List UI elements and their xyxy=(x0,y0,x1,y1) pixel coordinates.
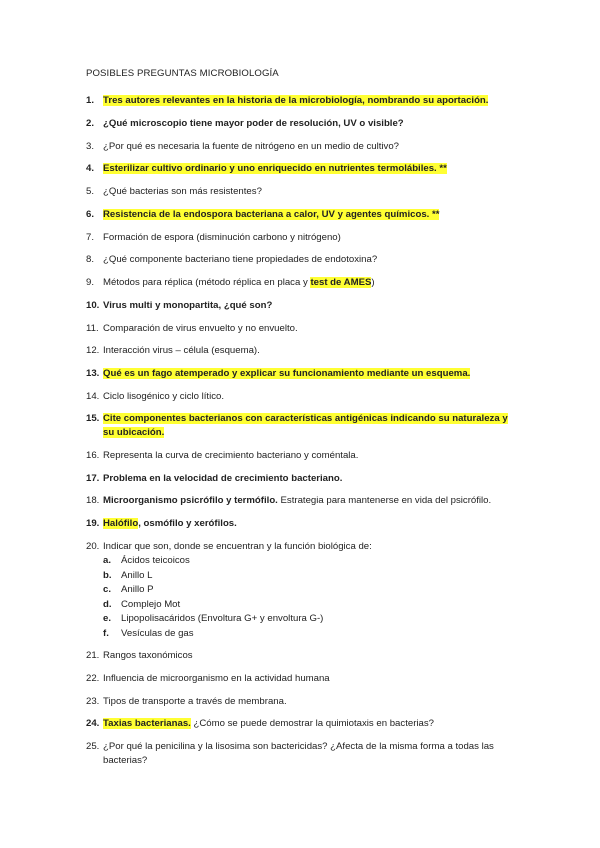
question-text-line-2: su ubicación. xyxy=(103,427,165,438)
question-text: Ciclo lisogénico y ciclo lítico. xyxy=(103,391,225,402)
question-number: 5. xyxy=(86,186,95,197)
question-number: 2. xyxy=(86,118,95,129)
question-number: 15. xyxy=(86,413,100,424)
sub-item-text: Vesículas de gas xyxy=(121,628,194,639)
sub-item-letter: d. xyxy=(103,599,112,610)
question-text: Resistencia de la endospora bacteriana a calor, UV y agentes químicos. ** xyxy=(103,209,440,220)
question-text: Representa la curva de crecimiento bacteriano y coméntala. xyxy=(103,450,359,461)
question-text-line-2: bacterias? xyxy=(103,755,148,766)
sub-item xyxy=(103,598,180,611)
question-text: Tres autores relevantes en la historia de la microbiología, nombrando su aportación. xyxy=(103,95,489,106)
question-text: Influencia de microorganismo en la actividad humana xyxy=(103,673,330,684)
question-text: Métodos para réplica (método réplica en placa y xyxy=(103,277,311,288)
question-number: 21. xyxy=(86,650,100,661)
page-title: POSIBLES PREGUNTAS MICROBIOLOGÍA xyxy=(86,68,279,79)
highlighted-term: Taxias bacterianas. xyxy=(103,718,191,729)
sub-item-letter: a. xyxy=(103,555,112,566)
sub-item-text: Anillo L xyxy=(121,570,153,581)
question-number: 4. xyxy=(86,163,95,174)
question-text: Esterilizar cultivo ordinario y uno enriquecido en nutrientes termolábiles. ** xyxy=(103,163,447,174)
question-number: 11. xyxy=(86,323,99,334)
sub-item-letter: f. xyxy=(103,628,109,639)
question-number: 12. xyxy=(86,345,100,356)
question-text: Virus multi y monopartita, ¿qué son? xyxy=(103,300,273,311)
question-text: ¿Qué componente bacteriano tiene propiedades de endotoxina? xyxy=(103,254,378,265)
sub-item xyxy=(103,554,190,567)
sub-item-text: Anillo P xyxy=(121,584,154,595)
question-number: 1. xyxy=(86,95,95,106)
highlighted-term: test de AMES xyxy=(310,277,372,288)
question-text-line-1: Cite componentes bacterianos con características antigénicas indicando su naturaleza y xyxy=(103,413,508,424)
question-number: 24. xyxy=(86,718,100,729)
question-number: 8. xyxy=(86,254,95,265)
question-text: Qué es un fago atemperado y explicar su funcionamiento mediante un esquema. xyxy=(103,368,471,379)
sub-item xyxy=(103,627,194,640)
sub-item-letter: e. xyxy=(103,613,112,624)
question-text: ¿Qué bacterias son más resistentes? xyxy=(103,186,262,197)
question-number: 7. xyxy=(86,232,95,243)
question-number: 3. xyxy=(86,141,95,152)
question-text: Problema en la velocidad de crecimiento bacteriano. xyxy=(103,473,343,484)
question-text: Estrategia para mantenerse en vida del psicrófilo. xyxy=(277,495,492,506)
question-number: 25. xyxy=(86,741,100,752)
question-number: 6. xyxy=(86,209,95,220)
question-text: Tipos de transporte a través de membrana. xyxy=(103,696,287,707)
question-text-bold: Microorganismo psicrófilo y termófilo. xyxy=(103,495,278,506)
question-text-line-1: ¿Por qué la penicilina y la lisosima son bactericidas? ¿Afecta de la misma forma a todas las xyxy=(103,741,494,752)
question-text: Formación de espora (disminución carbono y nitrógeno) xyxy=(103,232,341,243)
question-number: 13. xyxy=(86,368,100,379)
sub-item-text: Lipopolisacáridos (Envoltura G+ y envoltura G-) xyxy=(121,613,324,624)
question-number: 22. xyxy=(86,673,100,684)
question-text: Indicar que son, donde se encuentran y la función biológica de: xyxy=(103,541,372,552)
question-text: Interacción virus – célula (esquema). xyxy=(103,345,260,356)
question-text: ¿Qué microscopio tiene mayor poder de resolución, UV o visible? xyxy=(103,118,404,129)
question-number: 19. xyxy=(86,518,100,529)
question-text: , osmófilo y xerófilos. xyxy=(138,518,237,529)
sub-item-text: Ácidos teicoicos xyxy=(121,555,190,566)
question-text-end: ) xyxy=(371,277,375,288)
question-number: 9. xyxy=(86,277,95,288)
sub-item xyxy=(103,612,323,625)
question-number: 18. xyxy=(86,495,100,506)
question-number: 10. xyxy=(86,300,100,311)
question-text: ¿Por qué es necesaria la fuente de nitrógeno en un medio de cultivo? xyxy=(103,141,400,152)
question-number: 17. xyxy=(86,473,100,484)
question-text: Comparación de virus envuelto y no envuelto. xyxy=(103,323,298,334)
question-text: ¿Cómo se puede demostrar la quimiotaxis en bacterias? xyxy=(190,718,434,729)
highlighted-term: Halófilo xyxy=(103,518,139,529)
sub-item-letter: b. xyxy=(103,570,112,581)
question-number: 16. xyxy=(86,450,100,461)
sub-item-letter: c. xyxy=(103,584,112,595)
question-text: Rangos taxonómicos xyxy=(103,650,193,661)
question-number: 20. xyxy=(86,541,100,552)
sub-item xyxy=(103,569,152,582)
question-number: 23. xyxy=(86,696,100,707)
question-number: 14. xyxy=(86,391,100,402)
sub-item xyxy=(103,583,154,596)
sub-item-text: Complejo Mot xyxy=(121,599,181,610)
